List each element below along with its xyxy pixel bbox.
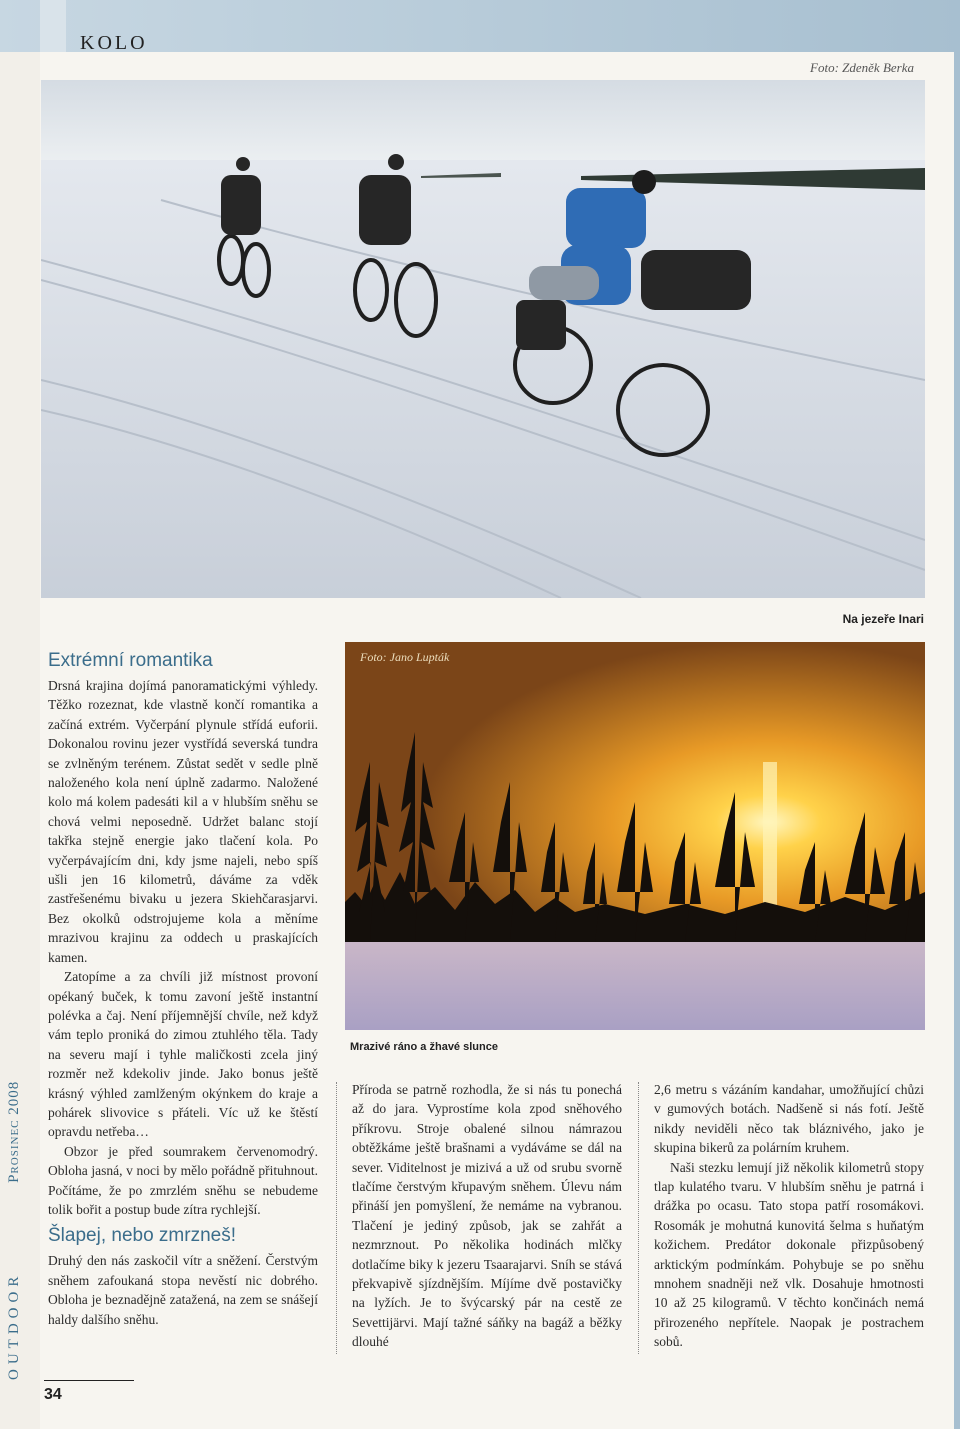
sunset-photo-caption: Mrazivé ráno a žhavé slunce <box>350 1041 498 1053</box>
paragraph: Zatopíme a za chvíli již místnost provoní opékaný buček, k tomu zavoní ještě instantní polévka a čaj. Není příjemnější chvíle, než když vám teplo proniká do zimou ztuhlého těla. Tady na severu mají i tyhle maličkosti zcela jiný rozměr než kdekoliv jinde. Jako bonus ještě krásný výhled zamlženým okýnkem do kraje a pohárek slivovice s přáteli. Víc už ke štěstí opravdu netřeba… <box>48 969 318 1140</box>
header-tab <box>40 0 66 52</box>
paragraph: Příroda se patrně rozhodla, že si nás tu ponechá až do jara. Vyprostíme kola zpod sněhového příkrovu. Stroje obalené silnou námrazou obtěžkáme ještě brašnami a vydáváme se dál na sever. Viditelnost je mizivá a už od srubu svorně tlačíme čerstvým křupavým sněhem. Úlevu nám přináší jen pomyšlení, že nemáme na vybranou. Tlačení je jediný způsob, jak se zahřát a nezmrznout. Po několika hodinách mlčky dotlačíme biky k jezeru Tsaarajarvi. Sníh se stává překvapivě sjízdnějším. Míjíme dvě postavičky na lyžích. Je to švýcarský pár na cestě ze Sevettijärvi. Mají tažné sáňky na bagáž a běžky dlouhé <box>352 1082 622 1350</box>
column-divider <box>336 1082 337 1354</box>
main-photo-caption: Na jezeře Inari <box>842 612 924 626</box>
section-label: KOLO <box>80 32 148 54</box>
article-column-3 <box>654 1080 924 1352</box>
side-outdoor: OUTDOOR <box>6 1271 22 1380</box>
article-column-1 <box>48 644 318 1329</box>
paragraph: Drsná krajina dojímá panoramatickými výhledy. Těžko rozeznat, kde vlastně končí romantika a začíná extrém. Vyčerpání plynule střídá euforii. Dokonalou rovinu jezer vystřídá severská tundra se zvlněným terénem. Zůstat sedět v sedle plně naloženého kola není úplně zadarmo. Naložené kolo má kolem padesáti kil a v hlubším sněhu se chová velmi neposedně. Udržet balanc stojí takřka stejně energie jako tlačení kola. Po vyčerpávajícím dni, kdy jsme najeli, nebo spíš ušli jen 16 kilometrů, dáváme za vděk zastřešenému bivaku u jezera Skiehčarasjarvi. Bez okolků odstrojujeme kola a měníme mrazivou krajinu za oddech u praskajících kamen. <box>48 678 318 965</box>
side-issue: Prosinec 2008 <box>6 1080 22 1183</box>
paragraph: Naši stezku lemují již několik kilometrů stopy tlap kulatého tvaru. V hlubším sněhu je patrná i drážka po ocasu. Tato stopa patří rosomákovi. Rosomák je mohutná kunovitá šelma s huňatým kožichem. Predátor dokonale přizpůsobený arktickým podmínkám. Pohybuje se po sněhu mnohem snadněji než vlk. Dosahuje hmotnosti 10 až 25 kilogramů. V těchto končinách nemá přirozeného nepřítele. Naopak je postrachem sobů. <box>654 1159 924 1350</box>
sunset-photo <box>345 642 925 1030</box>
paragraph: 2,6 metru s vázáním kandahar, umožňující chůzi v gumových botách. Nadšeně si nás fotí. Ještě nikdy neviděli něco tak bláznivého, jako je skupina bikerů za polárním kruhem. <box>654 1082 924 1156</box>
column-divider <box>638 1082 639 1354</box>
main-photo-credit: Foto: Zdeněk Berka <box>810 60 914 75</box>
heading-extremni-romantika: Extrémní romantika <box>48 650 213 671</box>
right-edge-strip <box>954 52 960 1429</box>
sunset-photo-credit: Foto: Jano Lupták <box>360 650 450 664</box>
heading-slapej-nebo-zmrznes: Šlapej, nebo zmrzneš! <box>48 1225 236 1247</box>
paragraph: Obzor je před soumrakem červenomodrý. Obloha jasná, v noci by mělo pořádně přituhnout. Počítáme, že po zmrzlém sněhu se nebudeme tolik bořit a postup bude zítra rychlejší. <box>48 1143 318 1217</box>
main-photo-cyclists-on-snow <box>41 80 925 598</box>
side-running-text <box>6 1081 23 1380</box>
paragraph: Druhý den nás zaskočil vítr a sněžení. Čerstvým sněhem zafoukaná stopa nevěstí nic dobrého. Obloha je beznadějně zatažená, na zem se snášejí haldy dalšího sněhu. <box>48 1253 318 1327</box>
page-number-rule <box>44 1380 134 1381</box>
page-number: 34 <box>44 1386 62 1403</box>
article-column-2 <box>352 1080 622 1352</box>
